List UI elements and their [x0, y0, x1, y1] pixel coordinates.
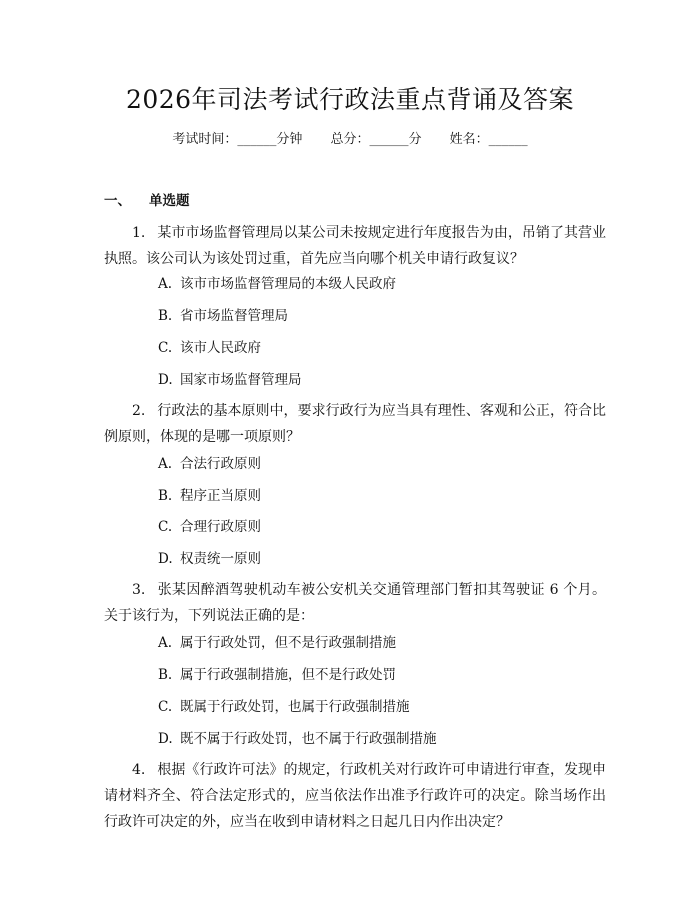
- option-text: 该市市场监督管理局的本级人民政府: [180, 276, 396, 292]
- option-text: 权责统一原则: [180, 551, 261, 567]
- question-1-option-b: [158, 306, 288, 326]
- question-number: 1.: [132, 225, 146, 241]
- question-3-option-b: [158, 665, 396, 685]
- option-letter: C.: [158, 699, 173, 715]
- option-text: 省市场监督管理局: [180, 308, 288, 324]
- question-1-option-a: [158, 274, 396, 294]
- question-3: [104, 577, 606, 629]
- question-text: 行政法的基本原则中，要求行政行为应当具有理性、客观和公正，符合比例原则，体现的是哪一项原则？: [104, 403, 606, 445]
- option-text: 属于行政强制措施，但不是行政处罚: [180, 667, 396, 683]
- option-letter: A.: [158, 276, 173, 292]
- page-title: 2026年司法考试行政法重点背诵及答案: [125, 85, 575, 114]
- question-number: 3.: [132, 582, 146, 598]
- question-3-option-c: [158, 697, 410, 717]
- question-1-option-d: [158, 370, 302, 390]
- question-3-option-d: [158, 729, 437, 749]
- question-2-option-c: [158, 517, 261, 537]
- option-letter: D.: [158, 551, 173, 567]
- option-text: 合法行政原则: [180, 456, 261, 472]
- option-text: 属于行政处罚，但不是行政强制措施: [180, 635, 396, 651]
- student-name-field: 姓名：______: [449, 132, 528, 147]
- question-3-option-a: [158, 633, 396, 653]
- option-letter: C.: [158, 519, 173, 535]
- option-letter: D.: [158, 731, 173, 747]
- option-letter: B.: [158, 308, 173, 324]
- option-text: 程序正当原则: [180, 488, 261, 504]
- question-2-option-a: [158, 454, 261, 474]
- exam-meta: [0, 131, 700, 149]
- question-number: 2.: [132, 403, 146, 419]
- exam-time-field: 考试时间：______分钟: [172, 132, 303, 147]
- question-text: 根据《行政许可法》的规定，行政机关对行政许可申请进行审查，发现申请材料齐全、符合法定形式的，应当依法作出准予行政许可的决定。除当场作出行政许可决定的外，应当在收到申请材料之日起几日内作出决定？: [104, 762, 606, 830]
- section-heading: [104, 192, 190, 210]
- option-letter: A.: [158, 456, 173, 472]
- option-text: 该市人民政府: [180, 340, 261, 356]
- option-text: 既属于行政处罚，也属于行政强制措施: [180, 699, 410, 715]
- section-number: 一、: [104, 193, 131, 209]
- question-2-option-b: [158, 486, 261, 506]
- question-2-option-d: [158, 549, 261, 569]
- question-1: [104, 220, 606, 272]
- option-text: 合理行政原则: [180, 519, 261, 535]
- question-text: 某市市场监督管理局以某公司未按规定进行年度报告为由，吊销了其营业执照。该公司认为该处罚过重，首先应当向哪个机关申请行政复议？: [104, 225, 606, 267]
- section-label: 单选题: [149, 193, 190, 209]
- option-letter: A.: [158, 635, 173, 651]
- option-letter: C.: [158, 340, 173, 356]
- option-text: 国家市场监督管理局: [180, 372, 302, 388]
- question-4: [104, 757, 606, 835]
- option-letter: B.: [158, 488, 173, 504]
- question-number: 4.: [132, 762, 146, 778]
- option-text: 既不属于行政处罚，也不属于行政强制措施: [180, 731, 437, 747]
- option-letter: B.: [158, 667, 173, 683]
- question-text: 张某因醉酒驾驶机动车被公安机关交通管理部门暂扣其驾驶证 6 个月。关于该行为，下列说法正确的是：: [104, 582, 606, 624]
- total-score-field: 总分：______分: [330, 132, 422, 147]
- option-letter: D.: [158, 372, 173, 388]
- question-2: [104, 398, 606, 450]
- question-1-option-c: [158, 338, 261, 358]
